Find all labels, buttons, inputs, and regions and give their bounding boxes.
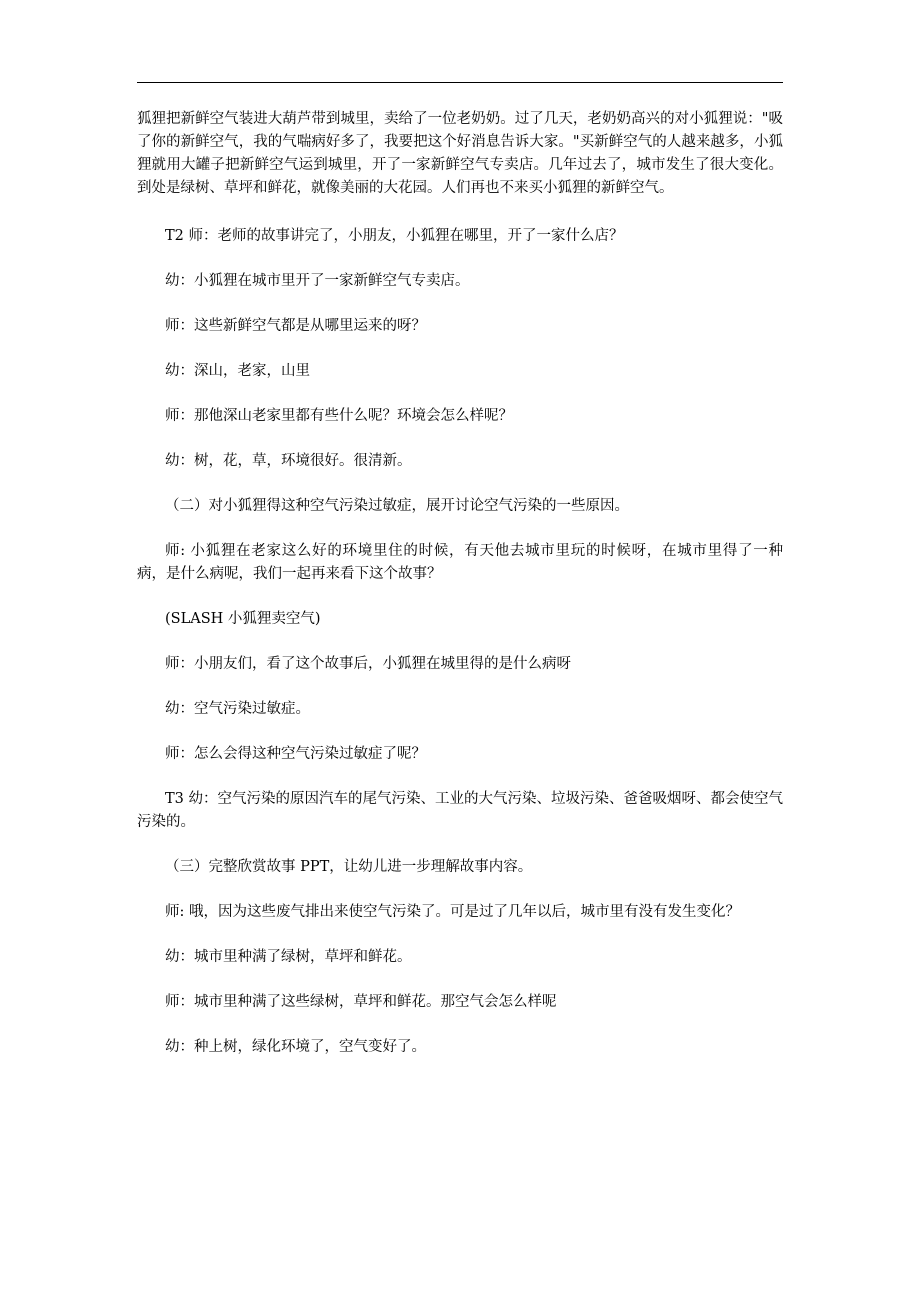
dialogue-line: 幼：深山，老家，山里 — [165, 363, 310, 379]
dialogue-line: 幼：城市里种满了绿树，草坪和鲜花。 — [165, 949, 412, 965]
dialogue-line: T2 师：老师的故事讲完了，小朋友，小狐狸在哪里，开了一家什么店？ — [165, 228, 624, 244]
dialogue-line: 师：那他深山老家里都有些什么呢？环境会怎么样呢？ — [165, 408, 513, 424]
dialogue-line: 师：这些新鲜空气都是从哪里运来的呀？ — [165, 318, 426, 334]
section-heading: （二）对小狐狸得这种空气污染过敏症，展开讨论空气污染的一些原因。 — [165, 498, 629, 514]
dialogue-line: 幼：种上树，绿化环境了，空气变好了。 — [165, 1039, 426, 1055]
section-heading: （三）完整欣赏故事 PPT，让幼儿进一步理解故事内容。 — [165, 859, 533, 875]
dialogue-line: 幼：空气污染过敏症。 — [165, 701, 310, 717]
dialogue-line: 师：城市里种满了这些绿树，草坪和鲜花。那空气会怎么样呢 — [165, 994, 557, 1010]
document-body — [137, 108, 783, 1081]
dialogue-line: 师: 哦，因为这些废气排出来使空气污染了。可是过了几年以后，城市里有没有发生变化？ — [165, 904, 740, 920]
dialogue-line: 幼：小狐狸在城市里开了一家新鲜空气专卖店。 — [165, 273, 470, 289]
header-rule — [137, 82, 783, 83]
dialogue-line: 幼：树，花，草，环境很好。很清新。 — [165, 453, 412, 469]
dialogue-line: T3 幼：空气污染的原因汽车的尾气污染、工业的大气污染、垃圾污染、爸爸吸烟呀、都会使空气污染的。 — [137, 791, 784, 830]
story-paragraph: 狐狸把新鲜空气装进大葫芦带到城里，卖给了一位老奶奶。过了几天，老奶奶高兴的对小狐狸说："吸了你的新鲜空气，我的气喘病好多了，我要把这个好消息告诉大家。"买新鲜空气的人越来越多，小狐狸就用大罐子把新鲜空气运到城里，开了一家新鲜空气专卖店。几年过去了，城市发生了很大变化。到处是绿树、草坪和鲜花，就像美丽的大花园。人们再也不来买小狐狸的新鲜空气。 — [137, 111, 783, 196]
dialogue-line: 师：小朋友们，看了这个故事后，小狐狸在城里得的是什么病呀 — [165, 656, 571, 672]
dialogue-line: 师：怎么会得这种空气污染过敏症了呢？ — [165, 746, 426, 762]
media-note: (SLASH 小狐狸卖空气) — [165, 611, 321, 627]
dialogue-line: 师: 小狐狸在老家这么好的环境里住的时候，有天他去城市里玩的时候呀，在城市里得了一种病，是什么病呢，我们一起再来看下这个故事？ — [137, 543, 783, 582]
